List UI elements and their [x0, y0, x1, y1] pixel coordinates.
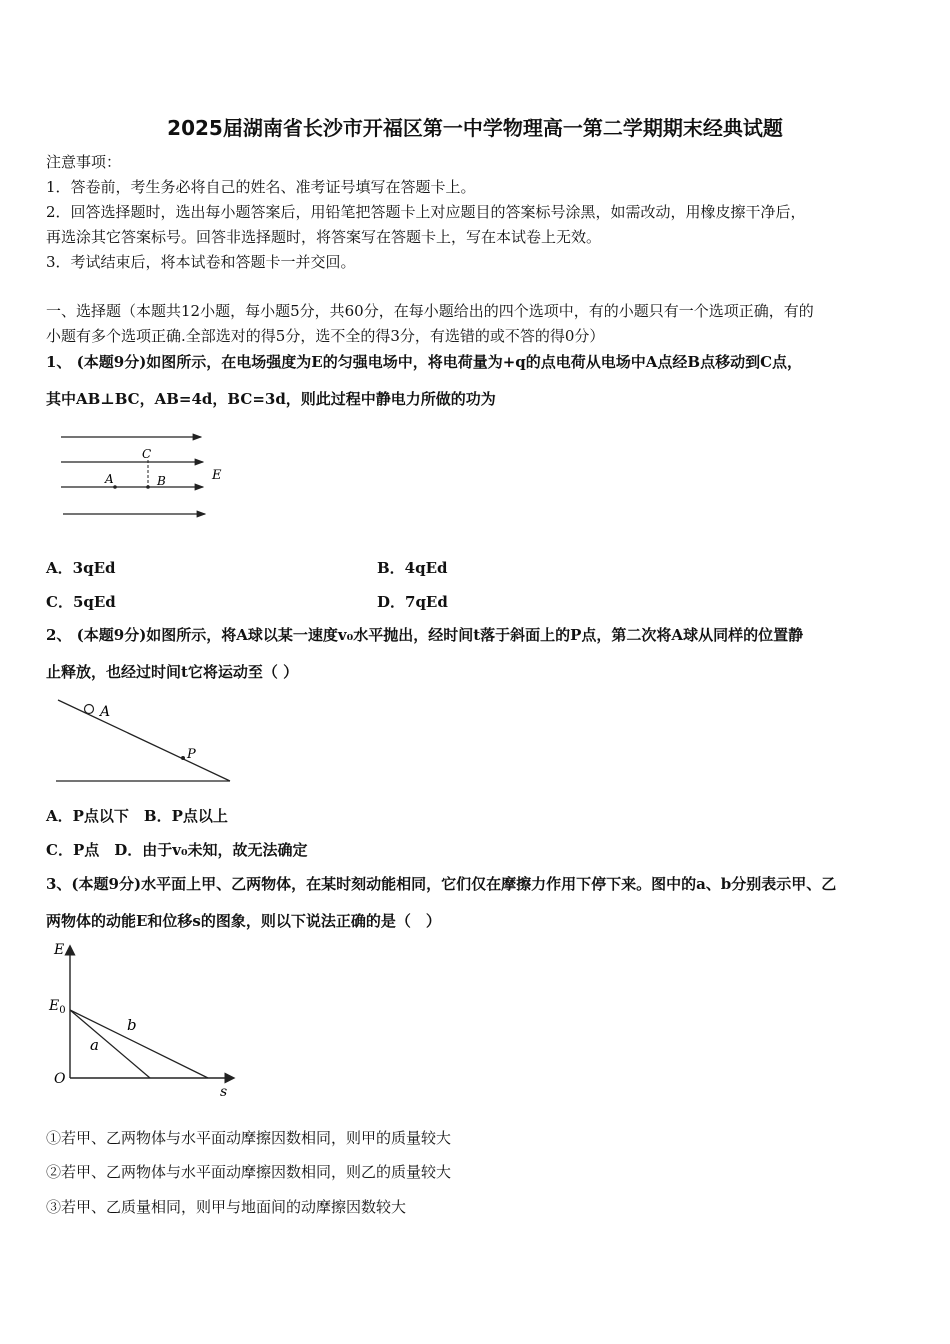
q2-stem-line-2: 止释放，也经过时间t它将运动至（ ） [46, 663, 299, 681]
label-a: A [100, 704, 111, 720]
label-e0: $E_0$ [49, 998, 66, 1016]
notes-heading: 注意事项： [46, 153, 122, 171]
note-3: 3．考试结束后，将本试卷和答题卡一并交回。 [46, 253, 356, 271]
point-b [146, 485, 150, 489]
point-p [181, 756, 185, 760]
note-2-line-1: 2．回答选择题时，选出每小题答案后，用铅笔把答题卡上对应题目的答案标号涂黑，如需改动，用橡皮擦干净后， [46, 203, 806, 221]
axis-label-s: s [220, 1084, 228, 1100]
line-a-label: a [90, 1036, 99, 1054]
q2-stem-line-1: 2、 (本题9分)如图所示，将A球以某一速度v₀水平抛出，经时间t落于斜面上的P点，第二次将A球从同样的位置静 [46, 626, 804, 644]
label-c: C [142, 447, 152, 461]
section-instructions-line-1: 一、选择题（本题共12小题，每小题5分，共60分，在每小题给出的四个选项中，有的小题只有一个选项正确，有的 [46, 302, 814, 320]
q3-statement-3: ③若甲、乙质量相同，则甲与地面间的动摩擦因数较大 [46, 1198, 407, 1216]
q2-incline-figure [50, 692, 240, 787]
ball-a [85, 705, 94, 714]
section-instructions-line-2: 小题有多个选项正确.全部选对的得5分，选不全的得3分，有选错的或不答的得0分） [46, 327, 605, 345]
page-title: 2025届湖南省长沙市开福区第一中学物理高一第二学期期末经典试题 [167, 116, 783, 140]
note-1: 1．答卷前，考生务必将自己的姓名、准考证号填写在答题卡上。 [46, 178, 476, 196]
q1-option-b[interactable]: B．4qEd [377, 559, 448, 577]
q1-electric-field-figure [55, 428, 235, 528]
q1-stem-line-1: 1、 (本题9分)如图所示，在电场强度为E的匀强电场中，将电荷量为+q的点电荷从电场中A点经B点移动到C点， [46, 353, 803, 371]
label-e: E [212, 468, 222, 483]
label-a: A [105, 472, 114, 486]
q3-energy-displacement-graph [40, 938, 240, 1100]
label-b: B [157, 474, 166, 488]
incline-surface [58, 700, 230, 781]
q1-stem-line-2: 其中AB⊥BC，AB=4d，BC=3d，则此过程中静电力所做的功为 [46, 390, 496, 408]
q1-option-d[interactable]: D．7qEd [377, 593, 448, 611]
point-a [113, 485, 117, 489]
q3-stem-line-2: 两物体的动能E和位移s的图象，则以下说法正确的是（ ） [46, 912, 441, 930]
q1-option-c[interactable]: C．5qEd [46, 593, 116, 611]
label-p: P [187, 747, 196, 762]
note-2-line-2: 再选涂其它答案标号。回答非选择题时，将答案写在答题卡上，写在本试卷上无效。 [46, 228, 602, 246]
q3-statement-2: ②若甲、乙两物体与水平面动摩擦因数相同，则乙的质量较大 [46, 1163, 452, 1181]
q1-option-a[interactable]: A．3qEd [46, 559, 116, 577]
q2-options-ab[interactable]: A．P点以下 B．P点以上 [46, 807, 228, 825]
q3-statement-1: ①若甲、乙两物体与水平面动摩擦因数相同，则甲的质量较大 [46, 1129, 452, 1147]
q2-options-cd[interactable]: C．P点 D．由于v₀未知，故无法确定 [46, 841, 308, 859]
origin-label: O [54, 1071, 66, 1087]
line-b-label: b [127, 1016, 137, 1034]
q3-stem-line-1: 3、(本题9分)水平面上甲、乙两物体，在某时刻动能相同，它们仅在摩擦力作用下停下来。图中的a、b分别表示甲、乙 [46, 875, 837, 893]
axis-label-e: E [54, 942, 65, 958]
